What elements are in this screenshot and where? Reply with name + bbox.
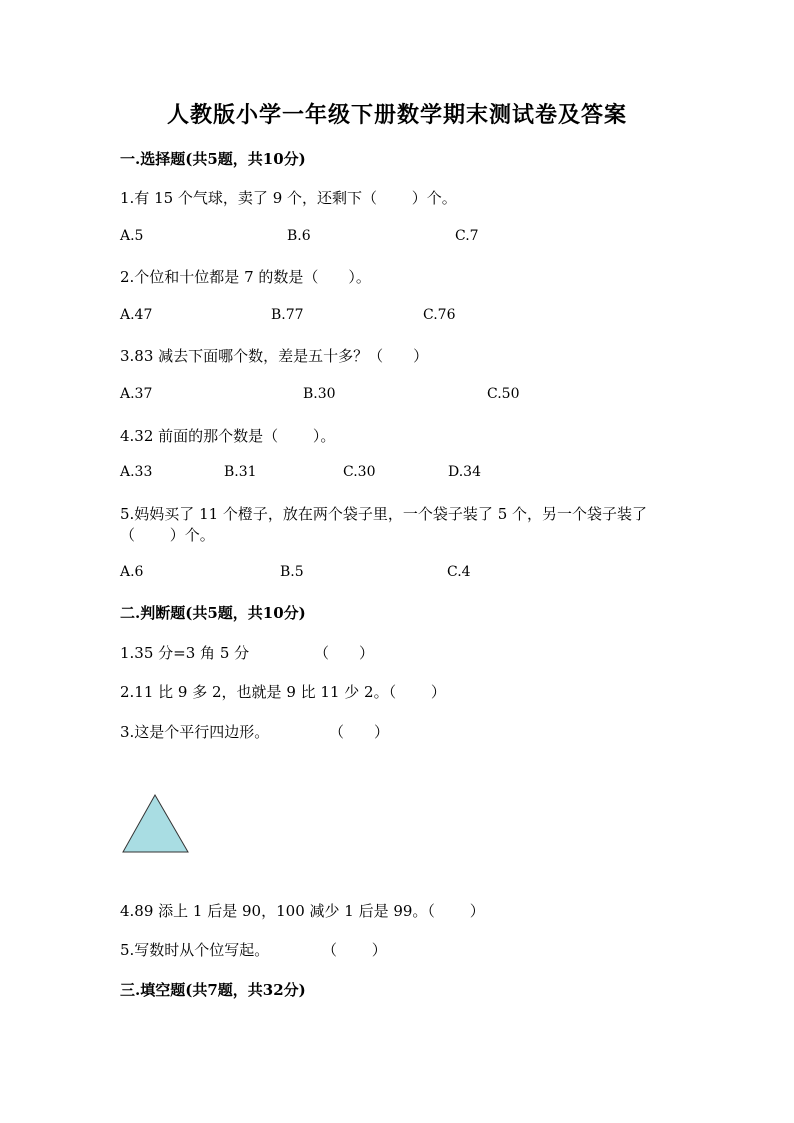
question-text: 3.83 减去下面哪个数，差是五十多？（ ） [120,347,429,365]
option-c: C.30 [343,464,376,480]
option-c: C.4 [447,564,471,580]
page-title: 人教版小学一年级下册数学期末测试卷及答案 [166,102,627,128]
option-a: A.37 [120,386,153,402]
section-heading-choice: 一.选择题(共5题，共10分) [120,150,306,168]
question-text: 4.32 前面的那个数是（ ）。 [120,427,336,445]
question-text: 5.写数时从个位写起。 [120,941,270,959]
option-a: A.6 [120,564,144,580]
question-text-continued: （ ）个。 [120,526,215,544]
answer-blank: （ ） [314,644,375,662]
answer-blank: （ ） [322,941,387,959]
option-b: B.5 [280,564,304,580]
question-text: 4.89 添上 1 后是 90，100 减少 1 后是 99。（ ） [120,902,485,920]
option-c: C.76 [423,307,456,323]
section-heading-fill: 三.填空题(共7题，共32分) [120,981,306,999]
triangle-figure [120,792,192,856]
section-heading-judgement: 二.判断题(共5题，共10分) [120,604,306,622]
option-b: B.6 [287,228,311,244]
question-text: 5.妈妈买了 11 个橙子，放在两个袋子里，一个袋子装了 5 个，另一个袋子装了 [120,505,648,523]
question-text: 1.有 15 个气球，卖了 9 个，还剩下（ ）个。 [120,189,457,207]
question-text: 2.个位和十位都是 7 的数是（ ）。 [120,268,371,286]
question-text: 1.35 分=3 角 5 分 [120,644,250,662]
option-a: A.47 [120,307,153,323]
option-c: C.50 [487,386,520,402]
question-text: 2.11 比 9 多 2，也就是 9 比 11 少 2。（ ） [120,683,446,701]
option-a: A.33 [120,464,153,480]
triangle-shape [123,795,188,852]
option-b: B.31 [224,464,257,480]
answer-blank: （ ） [329,723,390,741]
option-d: D.34 [448,464,481,480]
option-b: B.30 [303,386,336,402]
option-b: B.77 [271,307,304,323]
question-text: 3.这是个平行四边形。 [120,723,270,741]
option-c: C.7 [455,228,479,244]
option-a: A.5 [120,228,144,244]
